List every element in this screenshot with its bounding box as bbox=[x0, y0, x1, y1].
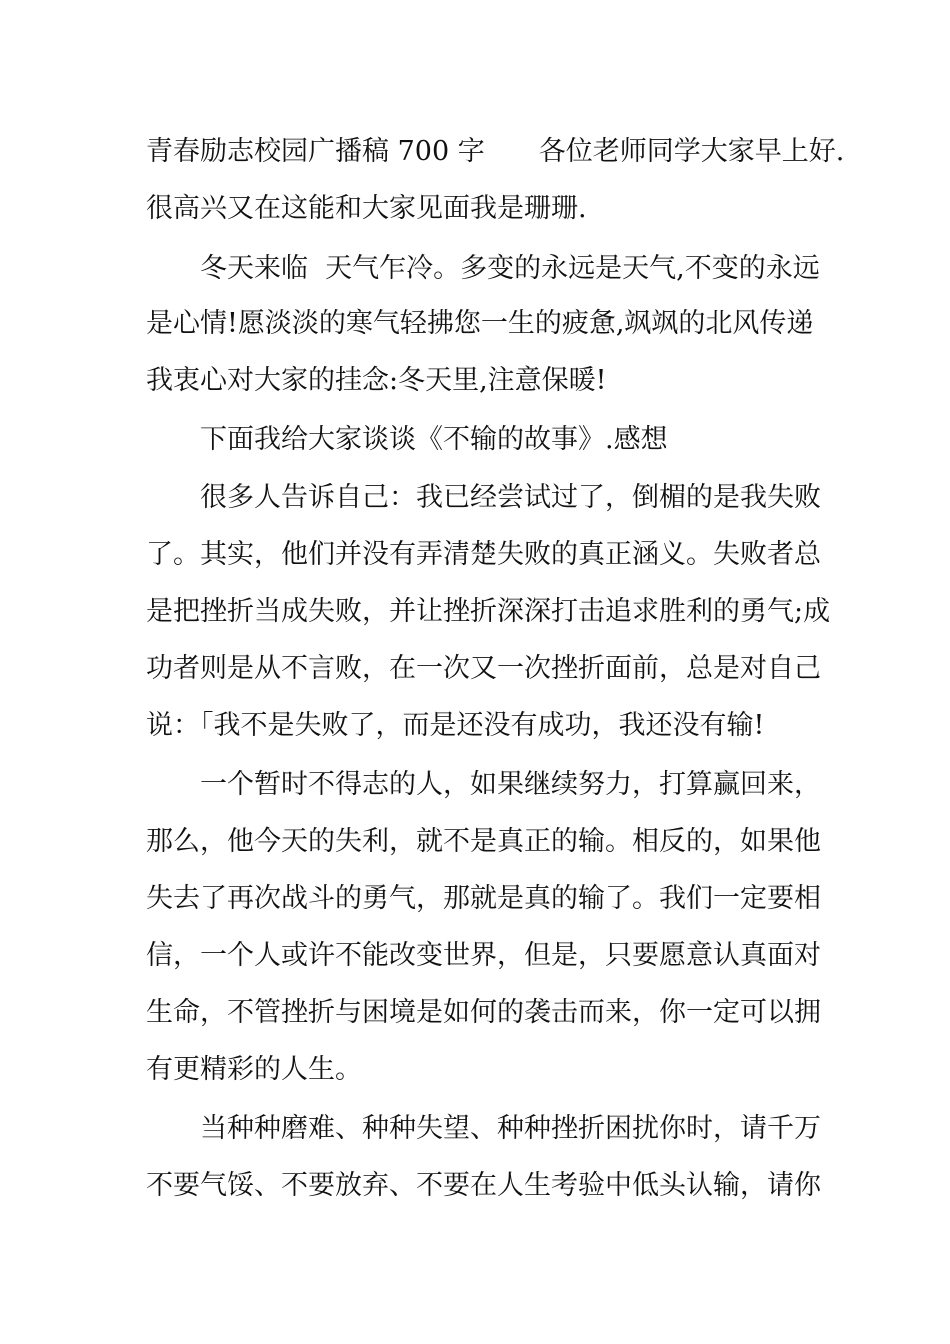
text-line: 冬天来临 天气乍冷。多变的永远是天气,不变的永远 bbox=[146, 253, 820, 284]
text-line: 信，一个人或许不能改变世界，但是，只要愿意认真面对 bbox=[146, 940, 821, 971]
text-line: 了。其实，他们并没有弄清楚失败的真正涵义。失败者总 bbox=[146, 539, 821, 570]
text-line: 我衷心对大家的挂念:冬天里,注意保暖! bbox=[146, 365, 607, 396]
text-line: 功者则是从不言败，在一次又一次挫折面前，总是对自己 bbox=[146, 653, 821, 684]
text-line: 不要气馁、不要放弃、不要在人生考验中低头认输，请你 bbox=[146, 1170, 821, 1201]
text-line: 那么，他今天的失利，就不是真正的输。相反的，如果他 bbox=[146, 826, 821, 857]
text-line: 当种种磨难、种种失望、种种挫折困扰你时，请千万 bbox=[146, 1113, 821, 1144]
text-line: 青春励志校园广播稿 700 字 各位老师同学大家早上好. bbox=[146, 136, 845, 167]
text-line: 很高兴又在这能和大家见面我是珊珊. bbox=[146, 193, 587, 224]
text-line: 下面我给大家谈谈《不输的故事》.感想 bbox=[146, 424, 668, 455]
text-line: 很多人告诉自己：我已经尝试过了，倒楣的是我失败 bbox=[146, 482, 821, 513]
text-line: 说：「我不是失败了，而是还没有成功，我还没有输! bbox=[146, 710, 765, 741]
text-line: 一个暂时不得志的人，如果继续努力，打算赢回来， bbox=[146, 769, 821, 800]
text-line: 有更精彩的人生。 bbox=[146, 1054, 362, 1085]
text-line: 失去了再次战斗的勇气，那就是真的输了。我们一定要相 bbox=[146, 883, 821, 914]
text-line: 是心情!愿淡淡的寒气轻拂您一生的疲惫,飒飒的北风传递 bbox=[146, 308, 814, 339]
text-line: 是把挫折当成失败，并让挫折深深打击追求胜利的勇气;成 bbox=[146, 596, 831, 627]
text-line: 生命，不管挫折与困境是如何的袭击而来，你一定可以拥 bbox=[146, 997, 821, 1028]
